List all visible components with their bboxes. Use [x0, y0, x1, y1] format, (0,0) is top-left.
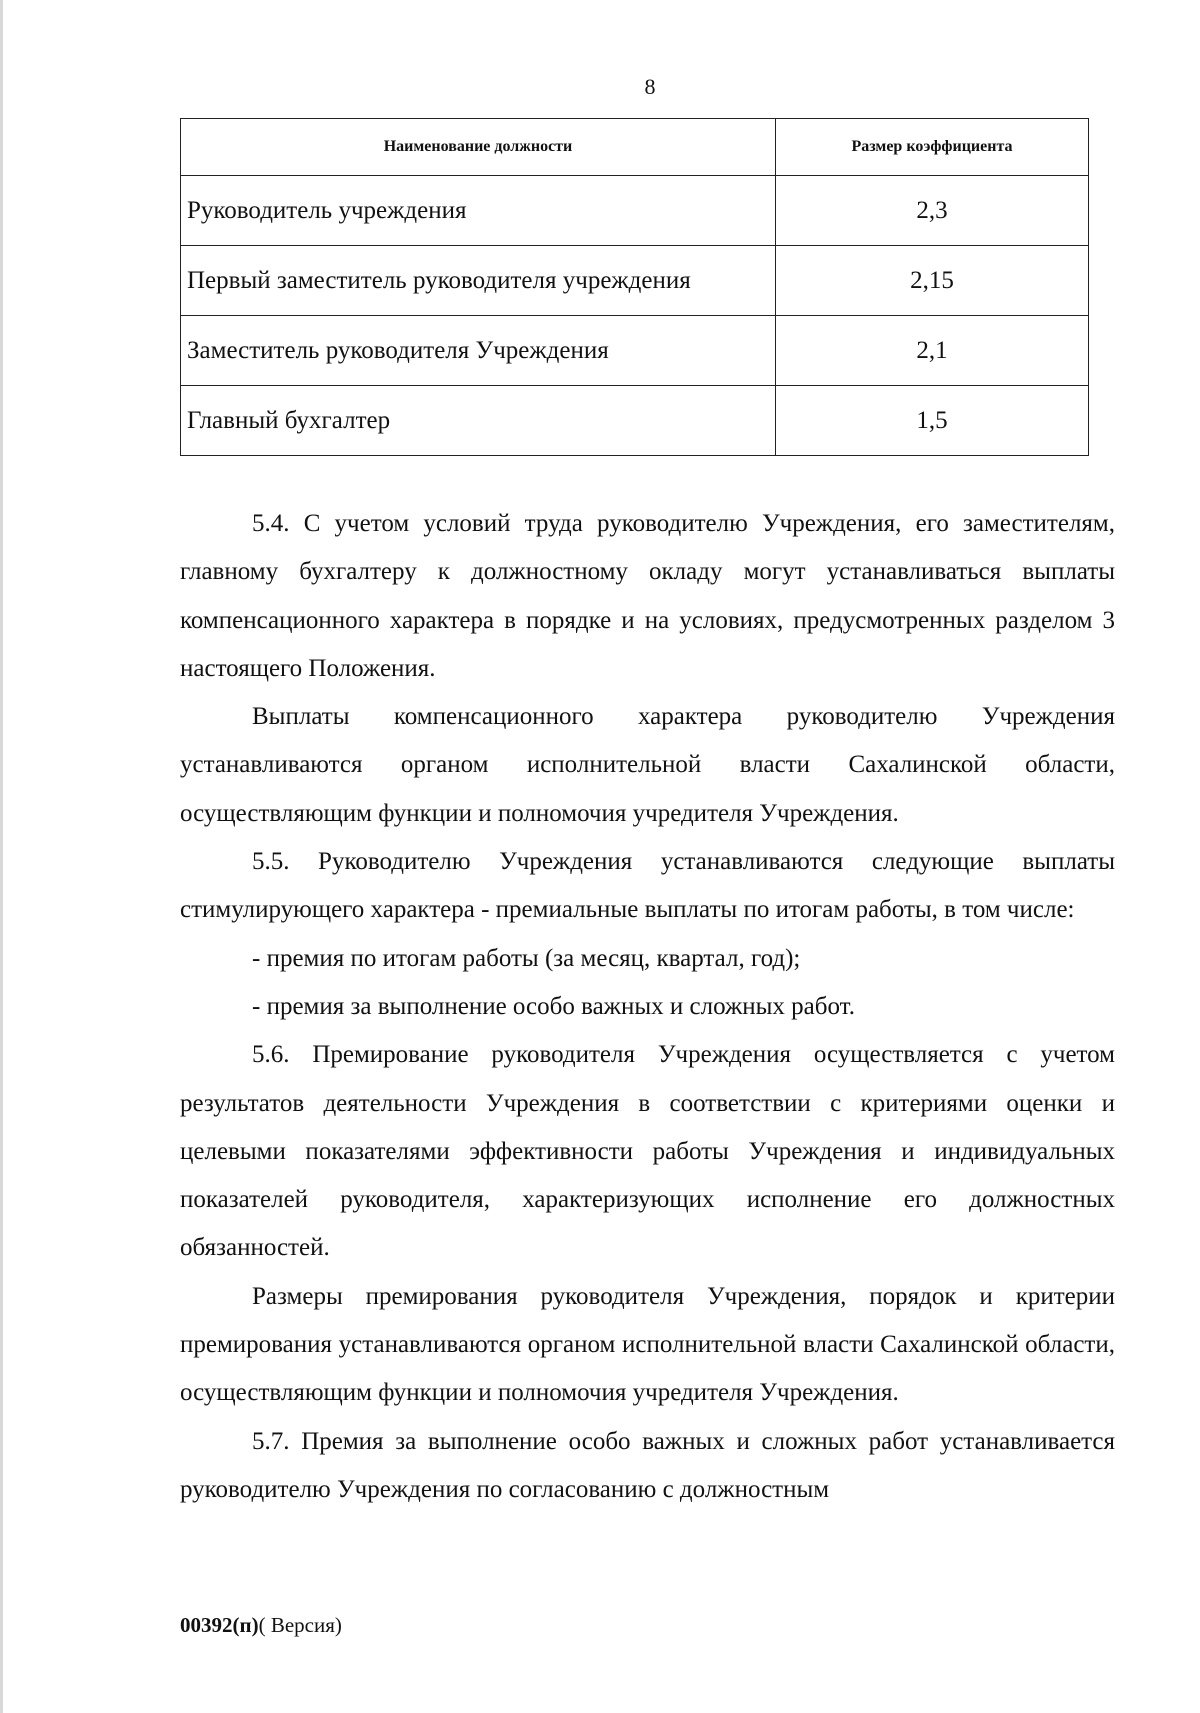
page-number: 8: [644, 74, 656, 99]
coefficient-table: [180, 118, 1089, 456]
table-row: [181, 316, 1089, 386]
table-row: [181, 386, 1089, 456]
paragraph-5-4: 5.4. С учетом условий труда руководителю Учреждения, его заместителям, главному бухгалтеру к должностному окладу могут устанавливаться выплаты компенсационного характера в порядке и на условиях, предусмотренных разделом 3 настоящего Положения.: [180, 510, 1115, 682]
table-row: [181, 176, 1089, 246]
list-item: - премия по итогам работы (за месяц, квартал, год);: [252, 944, 801, 972]
cell-position: Главный бухгалтер: [181, 386, 776, 456]
table-header-row: [181, 119, 1089, 176]
document-body: [180, 500, 1115, 1514]
paragraph-5-7: 5.7. Премия за выполнение особо важных и сложных работ устанавливается руководителю Учреждения по согласованию с должностным: [180, 1427, 1115, 1503]
paragraph-5-6: 5.6. Премирование руководителя Учреждения осуществляется с учетом результатов деятельности Учреждения в соответствии с критериями оценки и целевыми показателями эффективности работы Учреждения и индивидуальных показателей руководителя, характеризующих исполнение его должностных обязанностей.: [180, 1041, 1115, 1262]
cell-coefficient: 2,3: [776, 176, 1089, 246]
cell-coefficient: 2,1: [776, 316, 1089, 386]
document-version: ( Версия): [258, 1613, 342, 1637]
cell-position: Первый заместитель руководителя учреждения: [181, 246, 776, 316]
header-position: Наименование должности: [181, 119, 776, 176]
document-footer: [180, 1613, 342, 1638]
document-code: 00392(п): [180, 1613, 259, 1637]
paragraph-bonus-sizes: Размеры премирования руководителя Учреждения, порядок и критерии премирования устанавливаются органом исполнительной власти Сахалинской области, осуществляющим функции и полномочия учредителя Учреждения.: [180, 1282, 1115, 1407]
cell-position: Заместитель руководителя Учреждения: [181, 316, 776, 386]
list-item: - премия за выполнение особо важных и сложных работ.: [252, 992, 855, 1020]
table-row: [181, 246, 1089, 316]
paragraph-compensation: Выплаты компенсационного характера руководителю Учреждения устанавливаются органом исполнительной власти Сахалинской области, осуществляющим функции и полномочия учредителя Учреждения.: [180, 703, 1115, 827]
header-coefficient: Размер коэффициента: [776, 119, 1089, 176]
cell-position: Руководитель учреждения: [181, 176, 776, 246]
cell-coefficient: 2,15: [776, 246, 1089, 316]
page-edge: [0, 0, 3, 1713]
paragraph-5-5: 5.5. Руководителю Учреждения устанавливаются следующие выплаты стимулирующего характера - премиальные выплаты по итогам работы, в том числе:: [180, 848, 1115, 924]
cell-coefficient: 1,5: [776, 386, 1089, 456]
